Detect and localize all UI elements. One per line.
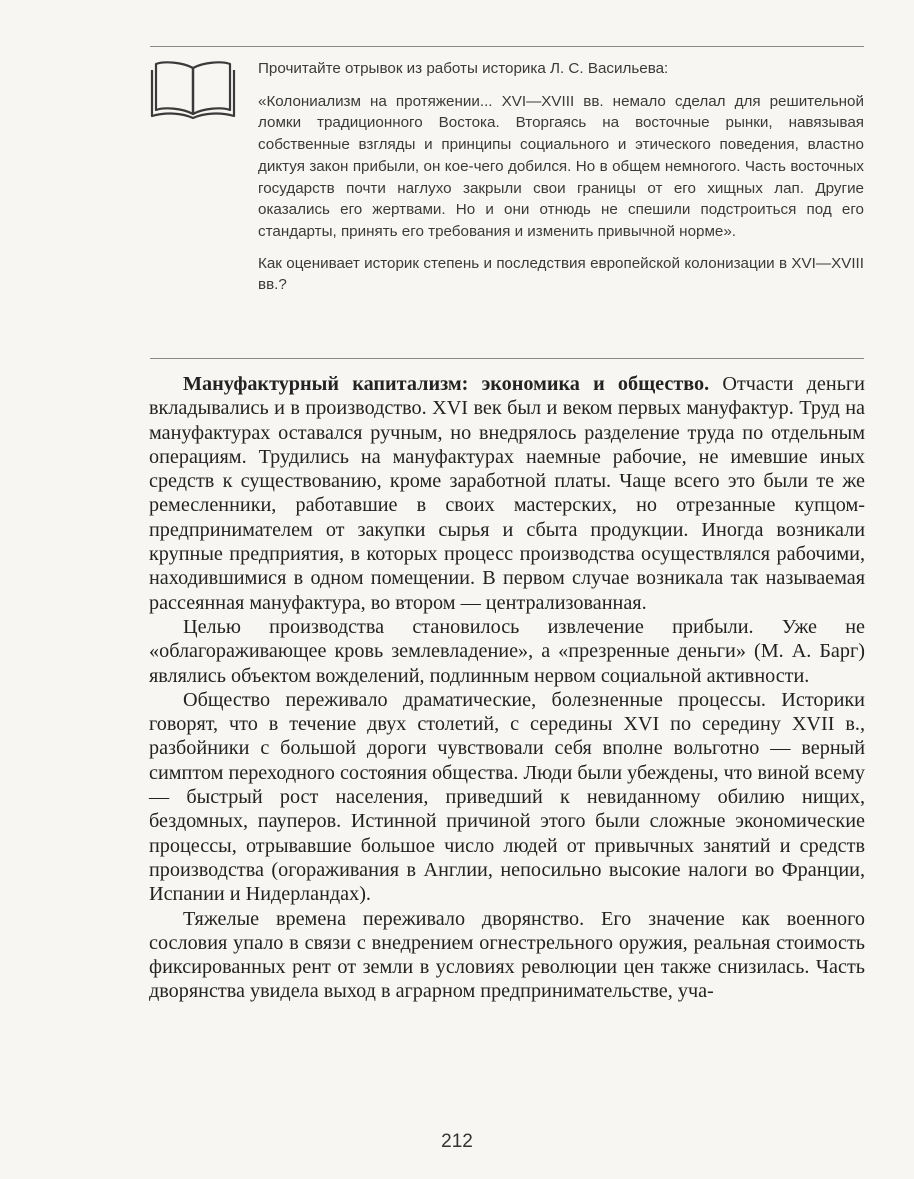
paragraph-3: Общество переживало драматические, болезненные процессы. Историки говорят, что в течение двух столетий, с середины XVI по середину XVII в., разбойники с большой дороги чувствовали себя вполне вольготно — верный симптом переходного состояния общества. Люди были убеждены, что виной всему — быстрый рост населения, приведший к невиданному обилию нищих, бездомных, пауперов. Истинной причиной этого были сложные экономические процессы, отрывавшие большое число людей от привычных занятий и средств производства (огораживания в Англии, непосильно высокие налоги во Франции, Испании и Нидерландах). [149, 688, 865, 906]
bottom-divider [150, 358, 864, 359]
page-number: 212 [441, 1131, 473, 1152]
paragraph-4: Тяжелые времена переживало дворянство. Его значение как военного сословия упало в связи с внедрением огнестрельного оружия, реальная стоимость фиксированных рент от земли в условиях революции цен также снизилась. Часть дворянства увидела выход в аграрном предпринимательстве, уча- [149, 907, 865, 1003]
section-heading: Мануфактурный капитализм: экономика и общество. [183, 373, 710, 395]
paragraph-2: Целью производства становилось извлечение прибыли. Уже не «облагораживающее кровь землевладение», а «презренные деньги» (М. А. Барг) являлись объектом вожделений, подлинным нервом социальной активности. [149, 615, 865, 687]
sidebar-question: Как оценивает историк степень и последствия европейской колонизации в XVI—XVIII вв.? [258, 254, 864, 294]
open-book-icon [150, 58, 236, 120]
sidebar-intro: Прочитайте отрывок из работы историка Л. С. Васильева: [258, 60, 669, 77]
top-divider [150, 46, 864, 47]
main-text [149, 372, 865, 1004]
paragraph-1 [149, 372, 865, 615]
paragraph-1-text: Отчасти деньги вкладывались и в производство. XVI век был и веком первых мануфактур. Труд на мануфактурах оставался ручным, но внедрялось разделение труда по отдельным операциям. Трудились на мануфактурах наемные рабочие, не имевшие иных средств к существованию, кроме заработной платы. Чаще всего это были те же ремесленники, работавшие в своих мастерских, но отрезанные купцом-предпринимателем от закупки сырья и сбыта продукции. Иногда возникали крупные предприятия, в которых процесс производства осуществлялся рабочими, находившимися в одном помещении. В первом случае возникала так называемая рассеянная мануфактура, во втором — централизованная. [149, 373, 865, 614]
reading-sidebar [258, 58, 864, 296]
sidebar-quote: «Колониализм на протяжении... XVI—XVIII вв. немало сделал для решительной ломки традиционного Востока. Вторгаясь на восточные рынки, навязывая собственные взгляды и принципы социального и этического поведения, властно диктуя закон прибыли, он кое-чего добился. Но в общем немногого. Часть восточных государств почти наглухо закрыли свои границы от его хищных лап. Другие оказались его жертвами. Но и они отнюдь не спешили подстроиться под его стандарты, принять его требования и изменить привычной норме». [258, 92, 864, 240]
